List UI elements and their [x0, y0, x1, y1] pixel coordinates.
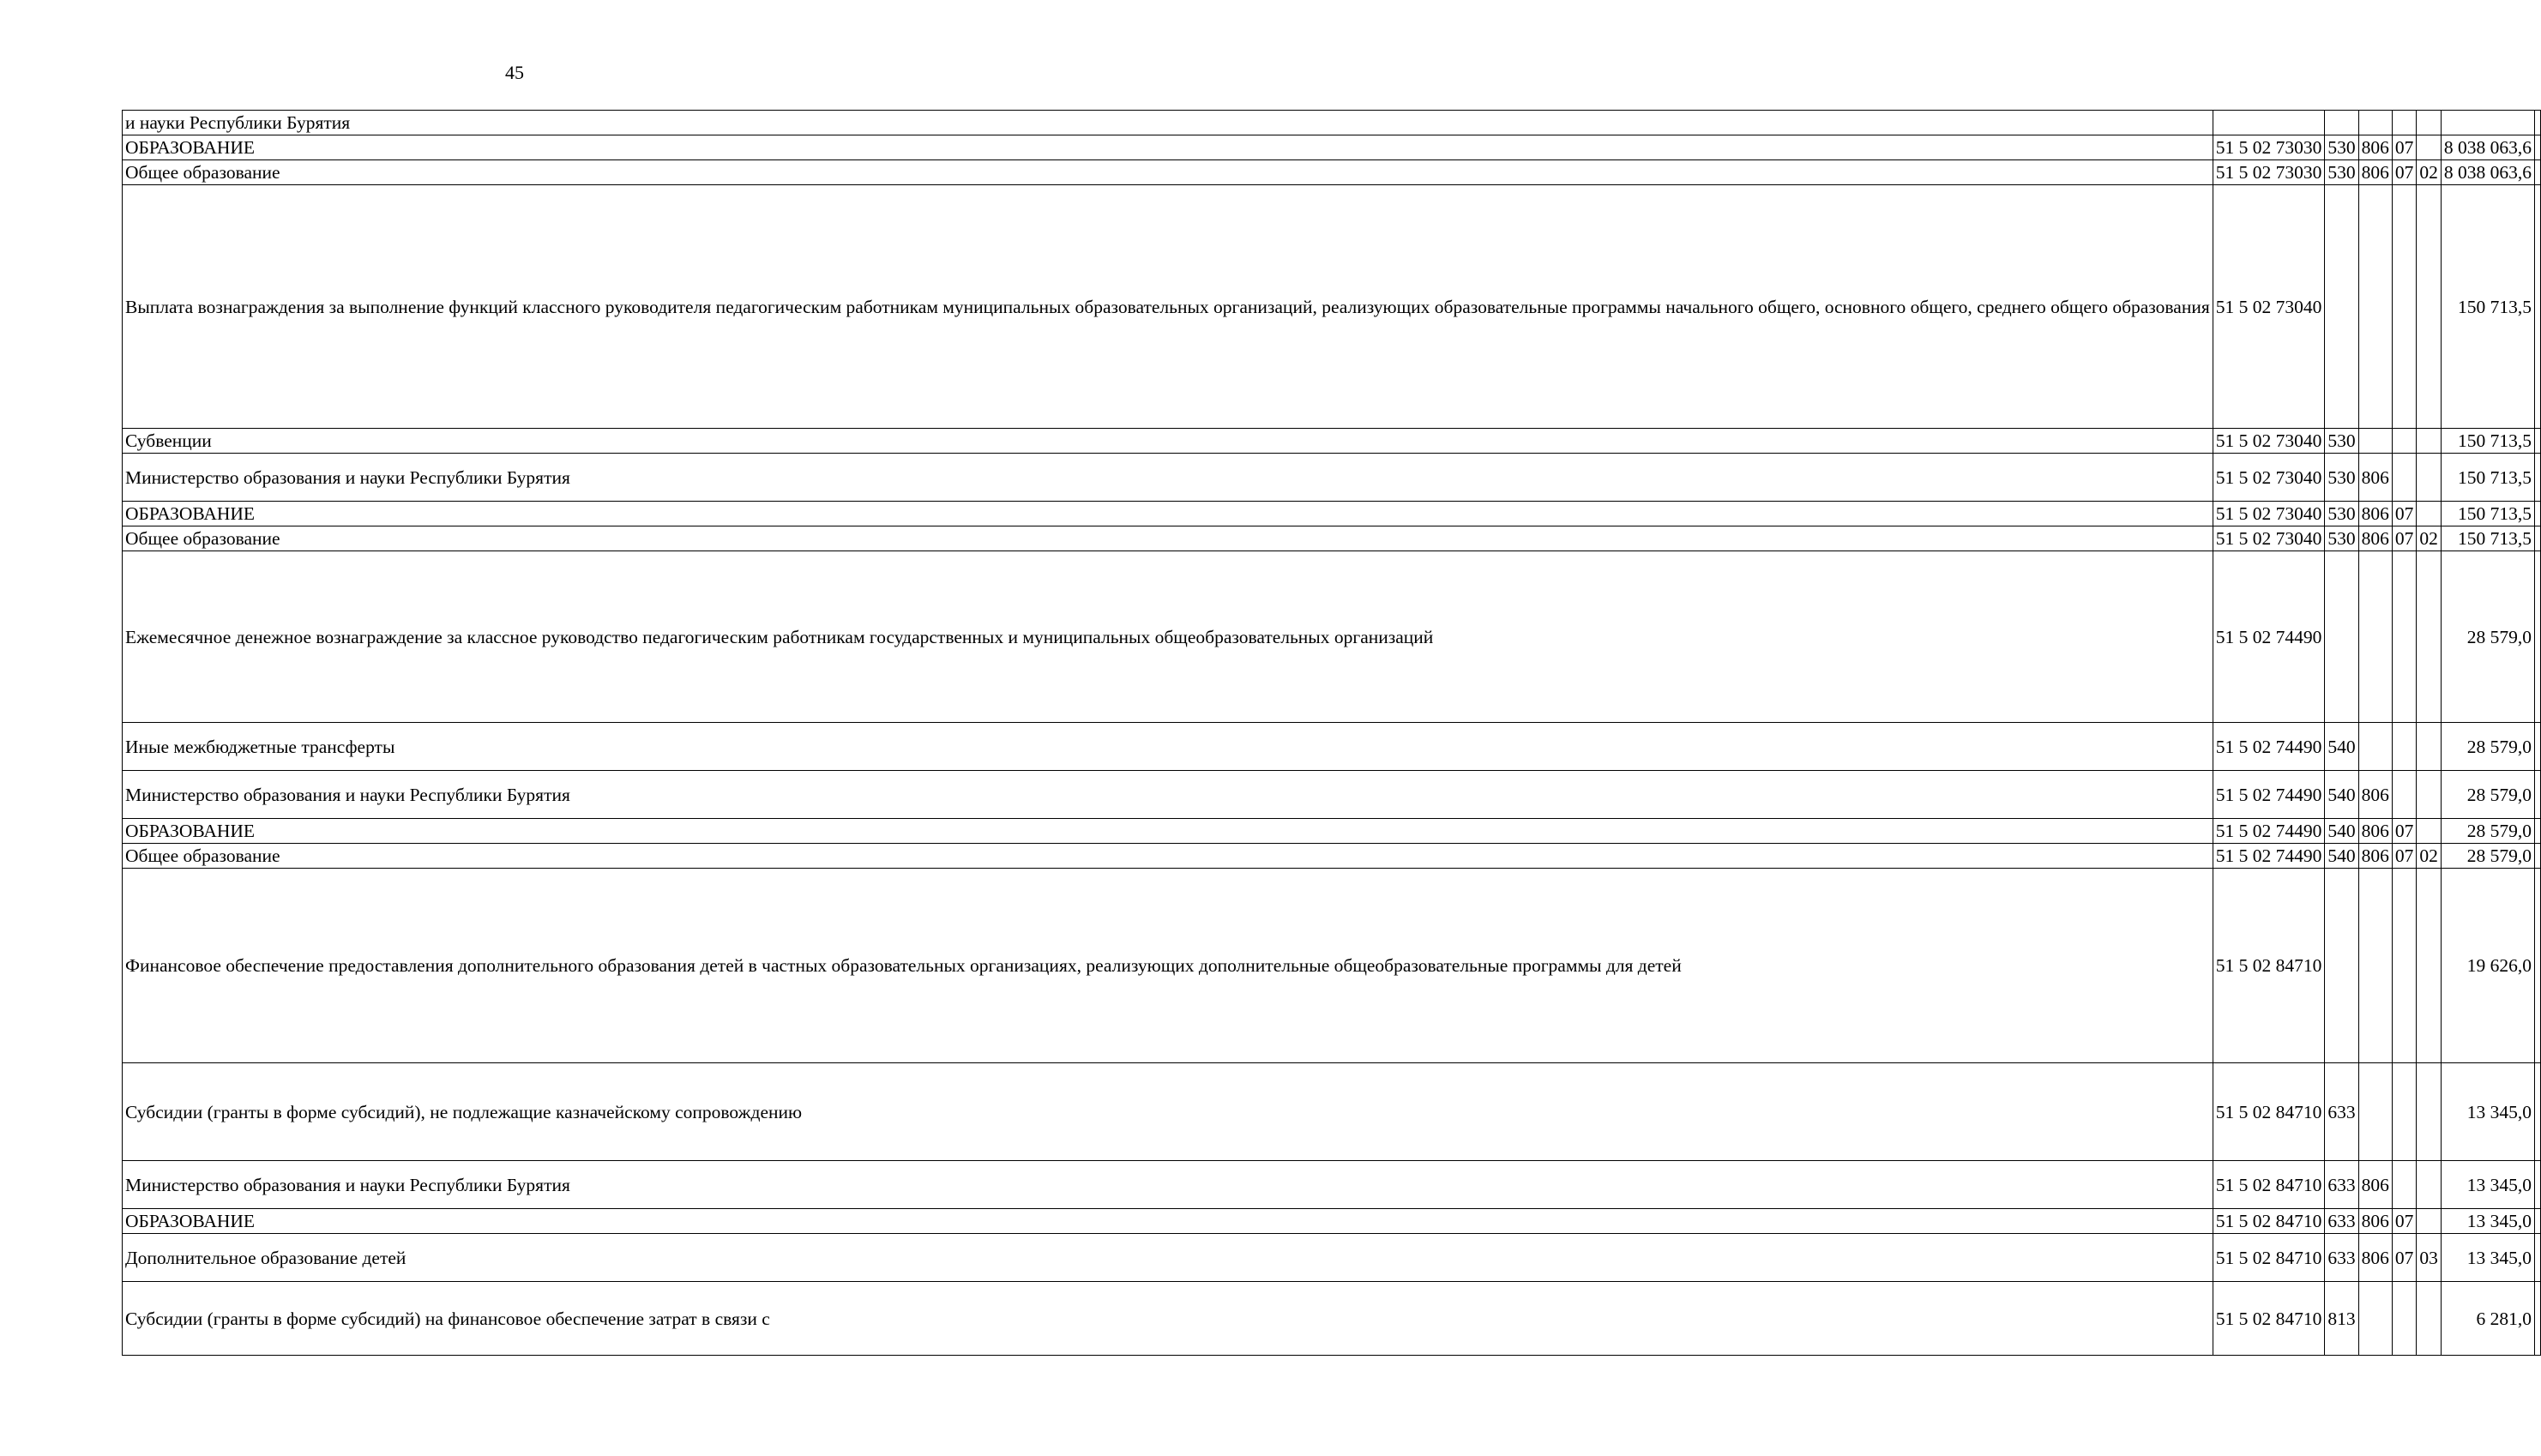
cell-administrator	[2358, 1282, 2392, 1356]
cell-name: Министерство образования и науки Республики Бурятия	[123, 1161, 2213, 1209]
cell-extra	[2534, 1161, 2540, 1209]
cell-extra	[2534, 135, 2540, 160]
cell-target-code: 51 5 02 84710	[2213, 1234, 2325, 1282]
cell-expense-type: 813	[2325, 1282, 2358, 1356]
cell-name: Финансовое обеспечение предоставления дополнительного образования детей в частных образовательных организациях, реализующих дополнительные общеобразовательные программы для детей	[123, 869, 2213, 1063]
cell-expense-type: 540	[2325, 771, 2358, 819]
cell-target-code: 51 5 02 84710	[2213, 869, 2325, 1063]
cell-section: 07	[2392, 526, 2417, 551]
cell-name: Министерство образования и науки Республики Бурятия	[123, 454, 2213, 502]
cell-extra	[2534, 1234, 2540, 1282]
cell-amount: 8 038 063,6	[2441, 135, 2534, 160]
cell-administrator: 806	[2358, 771, 2392, 819]
cell-target-code: 51 5 02 74490	[2213, 771, 2325, 819]
cell-amount: 28 579,0	[2441, 723, 2534, 771]
cell-name: Общее образование	[123, 526, 2213, 551]
cell-subsection	[2417, 1282, 2442, 1356]
cell-section	[2392, 454, 2417, 502]
cell-administrator: 806	[2358, 502, 2392, 526]
cell-target-code: 51 5 02 74490	[2213, 844, 2325, 869]
cell-name: Иные межбюджетные трансферты	[123, 723, 2213, 771]
page-number: 45	[505, 62, 524, 83]
cell-section: 07	[2392, 1234, 2417, 1282]
cell-target-code: 51 5 02 73040	[2213, 526, 2325, 551]
cell-extra	[2534, 1063, 2540, 1161]
table-row	[123, 1282, 2541, 1356]
cell-expense-type: 530	[2325, 429, 2358, 454]
cell-expense-type: 633	[2325, 1234, 2358, 1282]
table-row	[123, 819, 2541, 844]
cell-amount: 28 579,0	[2441, 844, 2534, 869]
cell-target-code: 51 5 02 84710	[2213, 1161, 2325, 1209]
cell-name: Общее образование	[123, 844, 2213, 869]
cell-target-code: 51 5 02 84710	[2213, 1063, 2325, 1161]
cell-section	[2392, 111, 2417, 135]
cell-subsection	[2417, 111, 2442, 135]
cell-extra	[2534, 551, 2540, 723]
cell-extra	[2534, 185, 2540, 429]
cell-amount: 8 038 063,6	[2441, 160, 2534, 185]
cell-section: 07	[2392, 160, 2417, 185]
cell-section	[2392, 185, 2417, 429]
cell-extra	[2534, 160, 2540, 185]
cell-expense-type: 530	[2325, 526, 2358, 551]
cell-subsection	[2417, 1209, 2442, 1234]
cell-extra	[2534, 869, 2540, 1063]
table-row	[123, 723, 2541, 771]
cell-extra	[2534, 819, 2540, 844]
cell-name: ОБРАЗОВАНИЕ	[123, 502, 2213, 526]
cell-subsection	[2417, 454, 2442, 502]
cell-name: Выплата вознаграждения за выполнение функций классного руководителя педагогическим работникам муниципальных образовательных организаций, реализующих образовательные программы начального общего, основного общего, среднего общего образования	[123, 185, 2213, 429]
table-row	[123, 771, 2541, 819]
cell-amount: 19 626,0	[2441, 869, 2534, 1063]
table-row	[123, 526, 2541, 551]
cell-subsection	[2417, 502, 2442, 526]
cell-section	[2392, 869, 2417, 1063]
cell-amount: 150 713,5	[2441, 526, 2534, 551]
cell-amount: 150 713,5	[2441, 185, 2534, 429]
cell-administrator: 806	[2358, 844, 2392, 869]
cell-extra	[2534, 844, 2540, 869]
table-row	[123, 844, 2541, 869]
cell-target-code: 51 5 02 74490	[2213, 723, 2325, 771]
budget-table	[122, 110, 2541, 1356]
cell-section	[2392, 551, 2417, 723]
cell-section: 07	[2392, 1209, 2417, 1234]
cell-amount: 28 579,0	[2441, 551, 2534, 723]
cell-target-code: 51 5 02 73040	[2213, 454, 2325, 502]
cell-target-code: 51 5 02 84710	[2213, 1209, 2325, 1234]
cell-expense-type	[2325, 551, 2358, 723]
cell-section: 07	[2392, 844, 2417, 869]
cell-administrator: 806	[2358, 454, 2392, 502]
cell-administrator: 806	[2358, 160, 2392, 185]
table-row	[123, 1063, 2541, 1161]
cell-administrator	[2358, 723, 2392, 771]
cell-subsection: 02	[2417, 844, 2442, 869]
cell-target-code: 51 5 02 74490	[2213, 551, 2325, 723]
cell-name: Дополнительное образование детей	[123, 1234, 2213, 1282]
table-row	[123, 135, 2541, 160]
table-row	[123, 160, 2541, 185]
cell-amount: 28 579,0	[2441, 819, 2534, 844]
cell-name: ОБРАЗОВАНИЕ	[123, 135, 2213, 160]
cell-extra	[2534, 502, 2540, 526]
cell-extra	[2534, 1209, 2540, 1234]
cell-amount: 13 345,0	[2441, 1234, 2534, 1282]
cell-amount	[2441, 111, 2534, 135]
cell-section	[2392, 771, 2417, 819]
cell-target-code	[2213, 111, 2325, 135]
cell-expense-type: 633	[2325, 1063, 2358, 1161]
cell-section	[2392, 429, 2417, 454]
cell-amount: 150 713,5	[2441, 502, 2534, 526]
cell-amount: 150 713,5	[2441, 429, 2534, 454]
cell-amount: 150 713,5	[2441, 454, 2534, 502]
cell-subsection	[2417, 551, 2442, 723]
cell-expense-type: 530	[2325, 135, 2358, 160]
table-row	[123, 185, 2541, 429]
cell-administrator	[2358, 869, 2392, 1063]
table-row	[123, 551, 2541, 723]
cell-amount: 13 345,0	[2441, 1209, 2534, 1234]
cell-administrator: 806	[2358, 1234, 2392, 1282]
cell-amount: 13 345,0	[2441, 1063, 2534, 1161]
table-body	[123, 111, 2541, 1356]
table-row	[123, 429, 2541, 454]
cell-name: Общее образование	[123, 160, 2213, 185]
cell-section	[2392, 1282, 2417, 1356]
table-row	[123, 1209, 2541, 1234]
cell-section: 07	[2392, 819, 2417, 844]
cell-subsection	[2417, 429, 2442, 454]
cell-extra	[2534, 111, 2540, 135]
cell-expense-type	[2325, 869, 2358, 1063]
cell-subsection	[2417, 1063, 2442, 1161]
cell-administrator	[2358, 1063, 2392, 1161]
cell-administrator: 806	[2358, 526, 2392, 551]
cell-name: и науки Республики Бурятия	[123, 111, 2213, 135]
cell-name: Субсидии (гранты в форме субсидий), не подлежащие казначейскому сопровождению	[123, 1063, 2213, 1161]
table-row	[123, 502, 2541, 526]
cell-amount: 28 579,0	[2441, 771, 2534, 819]
cell-expense-type	[2325, 111, 2358, 135]
cell-subsection: 02	[2417, 160, 2442, 185]
cell-name: ОБРАЗОВАНИЕ	[123, 1209, 2213, 1234]
cell-expense-type: 540	[2325, 723, 2358, 771]
cell-administrator	[2358, 429, 2392, 454]
cell-subsection	[2417, 771, 2442, 819]
cell-name: Министерство образования и науки Республики Бурятия	[123, 771, 2213, 819]
cell-extra	[2534, 1282, 2540, 1356]
cell-subsection	[2417, 1161, 2442, 1209]
cell-section	[2392, 1063, 2417, 1161]
cell-target-code: 51 5 02 73030	[2213, 160, 2325, 185]
cell-subsection	[2417, 723, 2442, 771]
cell-expense-type: 633	[2325, 1209, 2358, 1234]
cell-extra	[2534, 526, 2540, 551]
cell-name: ОБРАЗОВАНИЕ	[123, 819, 2213, 844]
cell-expense-type: 540	[2325, 844, 2358, 869]
cell-target-code: 51 5 02 73030	[2213, 135, 2325, 160]
cell-name: Ежемесячное денежное вознаграждение за классное руководство педагогическим работникам государственных и муниципальных общеобразовательных организаций	[123, 551, 2213, 723]
cell-amount: 13 345,0	[2441, 1161, 2534, 1209]
cell-extra	[2534, 454, 2540, 502]
cell-administrator: 806	[2358, 135, 2392, 160]
cell-expense-type	[2325, 185, 2358, 429]
cell-section	[2392, 1161, 2417, 1209]
cell-administrator: 806	[2358, 819, 2392, 844]
cell-target-code: 51 5 02 73040	[2213, 429, 2325, 454]
cell-expense-type: 540	[2325, 819, 2358, 844]
cell-name: Субвенции	[123, 429, 2213, 454]
cell-target-code: 51 5 02 74490	[2213, 819, 2325, 844]
table-row	[123, 869, 2541, 1063]
cell-extra	[2534, 771, 2540, 819]
cell-subsection	[2417, 869, 2442, 1063]
cell-expense-type: 530	[2325, 502, 2358, 526]
cell-administrator: 806	[2358, 1209, 2392, 1234]
cell-section: 07	[2392, 502, 2417, 526]
cell-section	[2392, 723, 2417, 771]
cell-expense-type: 530	[2325, 454, 2358, 502]
cell-administrator	[2358, 111, 2392, 135]
cell-expense-type: 633	[2325, 1161, 2358, 1209]
cell-extra	[2534, 723, 2540, 771]
table-row	[123, 1234, 2541, 1282]
table-row	[123, 454, 2541, 502]
cell-administrator	[2358, 185, 2392, 429]
cell-subsection	[2417, 185, 2442, 429]
cell-subsection: 03	[2417, 1234, 2442, 1282]
cell-amount: 6 281,0	[2441, 1282, 2534, 1356]
cell-administrator	[2358, 551, 2392, 723]
cell-administrator: 806	[2358, 1161, 2392, 1209]
cell-section: 07	[2392, 135, 2417, 160]
cell-target-code: 51 5 02 73040	[2213, 185, 2325, 429]
cell-subsection: 02	[2417, 526, 2442, 551]
cell-target-code: 51 5 02 73040	[2213, 502, 2325, 526]
cell-subsection	[2417, 819, 2442, 844]
cell-target-code: 51 5 02 84710	[2213, 1282, 2325, 1356]
cell-subsection	[2417, 135, 2442, 160]
cell-expense-type: 530	[2325, 160, 2358, 185]
cell-extra	[2534, 429, 2540, 454]
cell-name: Субсидии (гранты в форме субсидий) на финансовое обеспечение затрат в связи с	[123, 1282, 2213, 1356]
table-row	[123, 111, 2541, 135]
table-row	[123, 1161, 2541, 1209]
